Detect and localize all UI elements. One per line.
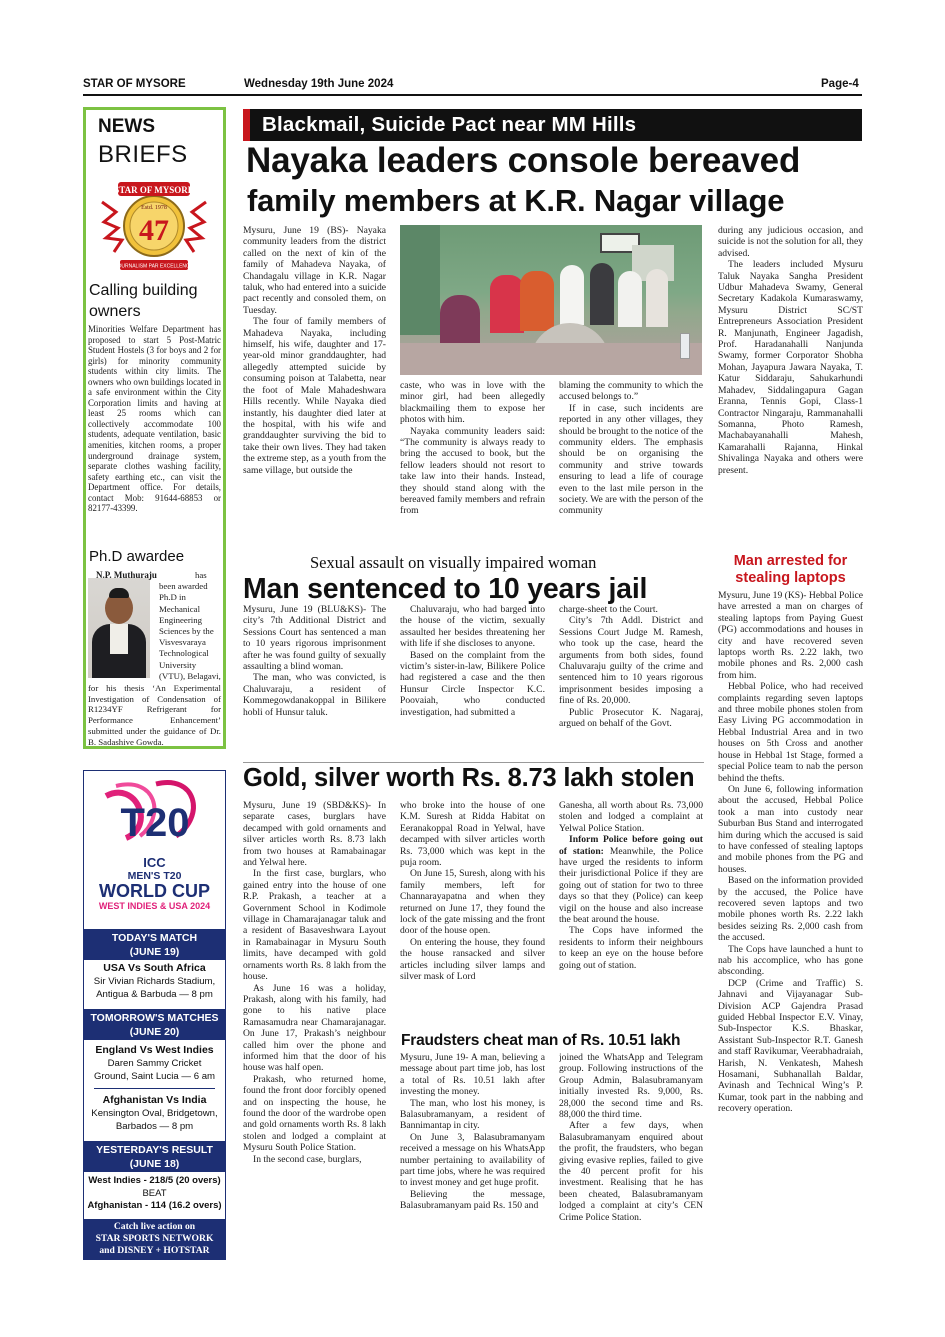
logo-estd-text: Estd. 1978 bbox=[141, 205, 167, 211]
story1-col4-para1: during any judicious occasion, and suicide is not the solution for all, they advised. bbox=[718, 225, 863, 259]
brief2-body-right: has been awarded Ph.D in Mechanical Engineering Sciences by the Visvesvaraya Technological University (VTU), Belagavi, bbox=[159, 570, 221, 681]
broadcast-line-2: STAR SPORTS NETWORK bbox=[95, 1233, 214, 1244]
yesterday-team-1-score: West Indies - 218/5 (20 overs) bbox=[88, 1175, 221, 1186]
world-cup-label: WORLD CUP bbox=[99, 881, 210, 901]
todays-match-venue: Sir Vivian Richards Stadium, bbox=[93, 976, 216, 987]
tomorrow-match-1 bbox=[84, 1044, 225, 1083]
briefs-label: BRIEFS bbox=[98, 141, 188, 168]
story3-col3-para3: The Cops have informed the residents to inform their neighbours to keep an eye on the house before going out of station. bbox=[559, 925, 703, 971]
tomorrow-match-2-venue: Kensington Oval, Bridgetown, bbox=[91, 1108, 218, 1119]
logo-bottom-text: JOURNALISM PAR EXCELLENCE bbox=[115, 263, 193, 270]
logo-top-text: STAR OF MYSORE bbox=[114, 185, 194, 195]
brief2-title: Ph.D awardee bbox=[89, 548, 185, 565]
story2-headline: Man sentenced to 10 years jail bbox=[243, 573, 648, 605]
tomorrow-match-2 bbox=[84, 1094, 225, 1133]
icc-label: ICC bbox=[143, 855, 166, 870]
story1-headline-line1: Nayaka leaders console bereaved bbox=[246, 141, 801, 180]
mens-t20-label: MEN'S T20 bbox=[127, 870, 182, 882]
tomorrow-match-2-location-time: Barbados — 8 pm bbox=[115, 1121, 194, 1132]
yesterdays-result-title: YESTERDAY'S RESULT bbox=[96, 1144, 213, 1156]
yesterdays-result-header bbox=[84, 1141, 225, 1172]
t20-title-block bbox=[83, 856, 226, 912]
story1-col2-para2: Nayaka community leaders said: “The community is always ready to bring the accused to book, but the fellow leaders should not resort to take law into their hands. Instead, they should stand along with the bereaved family members and refrain from bbox=[400, 425, 545, 517]
story4-col1-para2: The man, who lost his money, is Balasubramanyam, a resident of Bannimantap in city. bbox=[400, 1097, 545, 1132]
story1-col4 bbox=[718, 225, 863, 548]
story1-col3-para1: blaming the community to which the accused belongs to.” bbox=[559, 380, 703, 403]
yesterdays-result-info bbox=[84, 1175, 225, 1213]
story5-para3: On June 6, following information about the accused, Hebbal Police took a man into custody near Suburban Bus Stand and interrogated him during which the accused is said to have confessed of stealing laptops and mobile phones from the PG and houses. bbox=[718, 783, 863, 875]
story1-kicker-bar bbox=[243, 109, 862, 141]
todays-match-teams: USA Vs South Africa bbox=[103, 962, 206, 974]
story2-col3-para3: Public Prosecutor K. Nagaraj, argued on behalf of the Govt. bbox=[559, 706, 703, 730]
yesterday-beat-label: BEAT bbox=[142, 1187, 167, 1199]
story5-headline-line2: stealing laptops bbox=[735, 570, 846, 586]
tomorrows-matches-header bbox=[84, 1009, 225, 1040]
story2-col2 bbox=[400, 604, 545, 762]
brief1-body: Minorities Welfare Department has proposed to start 5 Post-Matric Student Hostels (3 for boys and 2 for girls) for minority community students within city limits. The owners who own buildings located in a safe environment within the City Corporation limits and having at least 25 rooms which can collectively accommodate 100 students, adequate ventilation, basic amenities, kitchen rooms, a proper underground drainage system, separate clothes washing facility, safety earthing etc., can visit the Department office. For details, contact Mob: 91644-68853 or 82177-43399. bbox=[88, 324, 221, 514]
story3-col3-para2-text: Meanwhile, the Police have urged the residents to inform their jurisdictional Police if they are going out of station for two to three days so that they (Police) can keep vigil on the house and also increase the beat around the house. bbox=[559, 845, 703, 926]
tomorrow-match-divider bbox=[94, 1088, 215, 1089]
brief1-title-line2: owners bbox=[89, 303, 141, 320]
story1-col4-para2: The leaders included Mysuru Taluk Nayaka Sangha President Udbur Mahadeva Swamy, General Secretary Kadakola Kumaraswamy, Mysuru District SC/ST Entrepreneurs Association President R. Manjunath, Engineer Jagadish, Prof. Haradanahalli Nanjunda Swamy, former Corporator Shobha Mohan, Jayapura Jawara Nayaka, T. Katur Siddaraju, Sahukarhundi Mahadev, Siddalingapura Gagan Eranna, Tennis Gopi, Class-1 Contractor Ningaraju, Rammanahalli Somanna, Photo Ramesh, Machabayanahalli Mahesh, Kamarahalli Rajanna, Hinkal Shivalinga Nayaka and others were present. bbox=[718, 259, 863, 476]
story3-col3-para2 bbox=[559, 834, 703, 925]
story4-col1 bbox=[400, 1052, 545, 1266]
west-indies-usa-label: WEST INDIES & USA 2024 bbox=[98, 901, 211, 911]
story2-col2-para2: Based on the complaint from the victim’s sister-in-law, Bilikere Police had registered a case and the then Hunsur Circle Inspector K.C. Poovaiah, who conducted investigation, had submitted a bbox=[400, 649, 545, 718]
story2-col1-para2: The man, who was convicted, is Chaluvaraju, a resident of Kommegowdanakoppal in Bilikere hobli of Hunsur taluk. bbox=[243, 672, 386, 718]
story2-kicker: Sexual assault on visually impaired woman bbox=[310, 553, 597, 572]
t20-logo bbox=[96, 776, 214, 858]
todays-match-header bbox=[84, 929, 225, 960]
brief2-body-bottom: for his thesis ‘An Experimental Investigation of Condensation of R1234YF Refrigerant for Performance Enhancement’ submitted under the guidance of Dr. B. Sadashive Gowda. bbox=[88, 683, 221, 747]
story3-col1-para1: Mysuru, June 19 (SBD&KS)- In separate cases, burglars have decamped with gold ornaments and silver articles worth Rs. 8.73 lakh from two houses at Ramabainagar and Yelwal here. bbox=[243, 800, 386, 869]
masthead-date: Wednesday 19th June 2024 bbox=[244, 78, 394, 90]
t20-logo-text: T20 bbox=[120, 801, 190, 845]
story3-col3 bbox=[559, 800, 703, 1028]
story3-col1-para4: Prakash, who returned home, found the front door forcibly opened and on inspecting the house, he found the door of the wardrobe open and gold ornaments worth Rs. 8 lakh stolen and lodged a complaint at Mysuru South Police Station. bbox=[243, 1073, 386, 1154]
story5-para6: DCP (Crime and Traffic) S. Jahnavi and Vijayanagar Sub-Division ACP Gajendra Prasad guided Hebbal Inspector E.V. Vinay, Sub-Inspector K.S. Bhaskar, Assistant Sub-Inspector R.T. Ganesh and staff Ravikumar, Veerabhadraiah, Harish, N. Venkatesh, Mahesh Hosamani, Subhanallah Baldar, Avinash and Technical Wing’s P. Kumar, took part in the nabbing and recovery operation. bbox=[718, 977, 863, 1115]
story4-headline: Fraudsters cheat man of Rs. 10.51 lakh bbox=[401, 1032, 681, 1049]
brief2-name: N.P. Muthuraju bbox=[96, 570, 157, 580]
story4-col1-para1: Mysuru, June 19- A man, believing a message about part time job, has lost a total of Rs. 10.51 lakh after investing the money. bbox=[400, 1052, 545, 1098]
t20-broadcast-footer bbox=[84, 1219, 225, 1259]
story1-col2-para1: caste, who was in love with the minor girl, had been allegedly blackmailing them to expose her photos with him. bbox=[400, 380, 545, 426]
story2-col3-para2: City’s 7th Addl. District and Sessions Court Judge M. Ramesh, who took up the case, heard the arguments from both sides, found Chaluvaraju guilty of the crime and sentenced him to 10 years rigorous imprisonment besides imposing a fine of Rs. 20,000. bbox=[559, 615, 703, 707]
story1-col3 bbox=[559, 380, 703, 548]
broadcast-line-3: and DISNEY + HOTSTAR bbox=[99, 1245, 210, 1256]
story5-headline-line1: Man arrested for bbox=[733, 553, 848, 569]
story4-col2 bbox=[559, 1052, 703, 1266]
todays-match-title: TODAY'S MATCH bbox=[111, 932, 198, 944]
story1-col3-para2: If in case, such incidents are reported in any other villages, they should be brought to the notice of the community elders. The emphasis should be on organising the community and strive towards ensuring to lead a life of courage even to the last mile person in the society. We are with the person of the community bbox=[559, 402, 703, 517]
story4-col1-para3: On June 3, Balasubramanyam received a message on his WhatsApp number pertaining to availability of part time jobs, where he was required to invest money and get huge profit. bbox=[400, 1131, 545, 1189]
story4-col1-para4: Believing the message, Balasubramanyam paid Rs. 150 and bbox=[400, 1188, 545, 1212]
tomorrows-matches-date: (JUNE 20) bbox=[129, 1026, 180, 1038]
story2-col3 bbox=[559, 604, 703, 762]
logo-number: 47 bbox=[139, 214, 169, 247]
story4-col2-para1: joined the WhatsApp and Telegram group. Following instructions of the Group Admin, Balasubramanyam initially invested Rs. 9,000, Rs. 28,000 the second time and Rs. 88,000 the third time. bbox=[559, 1052, 703, 1121]
story2-col1 bbox=[243, 604, 386, 762]
story3-col1 bbox=[243, 800, 386, 1266]
story1-col1-para2: The four of family members of Mahadeva Nayaka, including himself, his wife, daughter and 17-year-old minor granddaughter, had allegedly attempted suicide by consuming poison at Talabetta, near the foot of Male Mahadeshwara Hills recently. While Nayaka died instantly, his daughter died later at the hospital, with his wife and granddaughter surviving the bid to take their own lives. They had taken the extreme step, as a youth from the same village, but outside the bbox=[243, 316, 386, 476]
story3-headline: Gold, silver worth Rs. 8.73 lakh stolen bbox=[243, 764, 695, 792]
story3-col1-para3: As June 16 was a holiday, Prakash, along with his family, had gone to his native place Ramasamudra near Chamarajanagar. On June 17, Prakash’s neighbour called him over the phone and informed him that the door of his house was half open. bbox=[243, 982, 386, 1074]
story1-kicker: Blackmail, Suicide Pact near MM Hills bbox=[262, 113, 637, 136]
story1-col1-para1: Mysuru, June 19 (BS)- Nayaka community leaders from the district called on the next of kin of the family of Mahadeva Nayaka, of Chandagalu village in K.R. Nagar taluk, who had entered into a suicide pact recently and consoled them, on Tuesday. bbox=[243, 225, 386, 316]
story5-col bbox=[718, 590, 863, 1266]
story3-col1-para5: In the second case, burglars, bbox=[253, 1153, 362, 1165]
todays-match-info bbox=[84, 962, 225, 1001]
story-divider-rule bbox=[243, 762, 704, 763]
story5-para1: Mysuru, June 19 (KS)- Hebbal Police have arrested a man on charges of stealing laptops from Paying Guest (PG) accommodations and houses in city and have recovered seven laptops worth Rs. 2.22 lakh, two mobile phones and Rs. 2,000 cash from him. bbox=[718, 590, 863, 681]
broadcast-line-1: Catch live action on bbox=[113, 1221, 196, 1232]
story3-col3-para1: Ganesha, all worth about Rs. 73,000 stolen and lodged a complaint at Yelwal Police Station. bbox=[559, 800, 703, 834]
story2-col2-para1: Chaluvaraju, who had barged into the house of the victim, sexually assaulted her besides threatening her with life if she discloses to anyone. bbox=[400, 604, 545, 650]
brief1-title-line1: Calling building bbox=[89, 282, 198, 299]
story3-col2-para2: On June 15, Suresh, along with his family members, left for Channarayapatna and when they returned on June 17, they found the lock of the gate missing and the front door of the house open. bbox=[400, 868, 545, 937]
story5-para5: The Cops have launched a hunt to nab his accomplice, who has gone absconding. bbox=[718, 943, 863, 978]
todays-match-date: (JUNE 19) bbox=[129, 946, 180, 958]
tomorrows-matches-title: TOMORROW'S MATCHES bbox=[90, 1012, 219, 1024]
yesterday-team-2-score: Afghanistan - 114 (16.2 overs) bbox=[87, 1200, 222, 1211]
story3-col1-para2: In the first case, burglars, who gained entry into the house of one R.P. Prakash, a teacher at a Government School in Kodimole village in Chamarajanagar taluk and a resident of Basaveshwara Layout in Ramabainagar in Mysuru South limits, have decamped with gold ornaments worth Rs. 8 lakh from the house. bbox=[243, 868, 386, 983]
masthead-page-number: Page-4 bbox=[821, 78, 859, 90]
tomorrow-match-2-teams: Afghanistan Vs India bbox=[102, 1094, 207, 1106]
star-of-mysore-47-logo bbox=[90, 176, 218, 280]
story3-col2-para1: who broke into the house of one K.M. Suresh at Ridda Habitat on Eeranakoppal Road in Yelwal, have decamped with silver articles worth Rs. 73,000 which was kept in the puja room. bbox=[400, 800, 545, 869]
story1-col1 bbox=[243, 225, 386, 548]
yesterdays-result-date: (JUNE 18) bbox=[129, 1158, 180, 1170]
story1-photo bbox=[400, 225, 702, 375]
masthead-rule bbox=[83, 94, 862, 96]
story1-headline-line2: family members at K.R. Nagar village bbox=[247, 183, 785, 218]
story5-para4: Based on the information provided by the accused, the Police have recovered seven laptops and two mobile phones worth Rs. 2.22 lakh besides seizing Rs. 2,000 cash from the accused. bbox=[718, 875, 863, 944]
story5-para2: Hebbal Police, who had received complaints regarding seven laptops and three mobile phones stolen from Easy Living PG accommodation in Hebbal Industrial Area and in two houses on 5th Cross and another house in Hebbal 1st Stage, formed a special Police team to nab the person behind the thefts. bbox=[718, 681, 863, 784]
todays-match-location-time: Antigua & Barbuda — 8 pm bbox=[96, 989, 213, 1000]
story2-col3-para1: charge-sheet to the Court. bbox=[559, 604, 658, 615]
tomorrow-match-1-location-time: Ground, Saint Lucia — 6 am bbox=[93, 1071, 216, 1082]
muthuraju-photo bbox=[88, 578, 150, 678]
story4-col2-para2: After a few days, when Balasubramanyam enquired about the profit, the fraudsters, who began giving evasive replies, failed to give the 40 percent profit for his investment. Realising that he has been cheated, Balasubramanyam lodged a complaint at city’s CEN Crime Police Station. bbox=[559, 1120, 703, 1223]
story3-col2-para3: On entering the house, they found the house ransacked and silver articles including silver lamps and silver mask of Lord bbox=[400, 936, 545, 983]
story1-col2 bbox=[400, 380, 545, 548]
story2-col1-para1: Mysuru, June 19 (BLU&KS)- The city’s 7th Additional District and Sessions Court has sentenced a man to 10 years rigorous imprisonment after he was found guilty of sexually assaulting a blind woman. bbox=[243, 604, 386, 673]
masthead-paper-name: STAR OF MYSORE bbox=[83, 78, 186, 90]
story3-col2 bbox=[400, 800, 545, 1028]
tomorrow-match-1-venue: Daren Sammy Cricket bbox=[107, 1058, 202, 1069]
news-label: NEWS bbox=[98, 116, 155, 137]
tomorrow-match-1-teams: England Vs West Indies bbox=[95, 1044, 214, 1056]
story3-subhead-inform-police: Inform Police before going out of station: bbox=[559, 834, 703, 857]
